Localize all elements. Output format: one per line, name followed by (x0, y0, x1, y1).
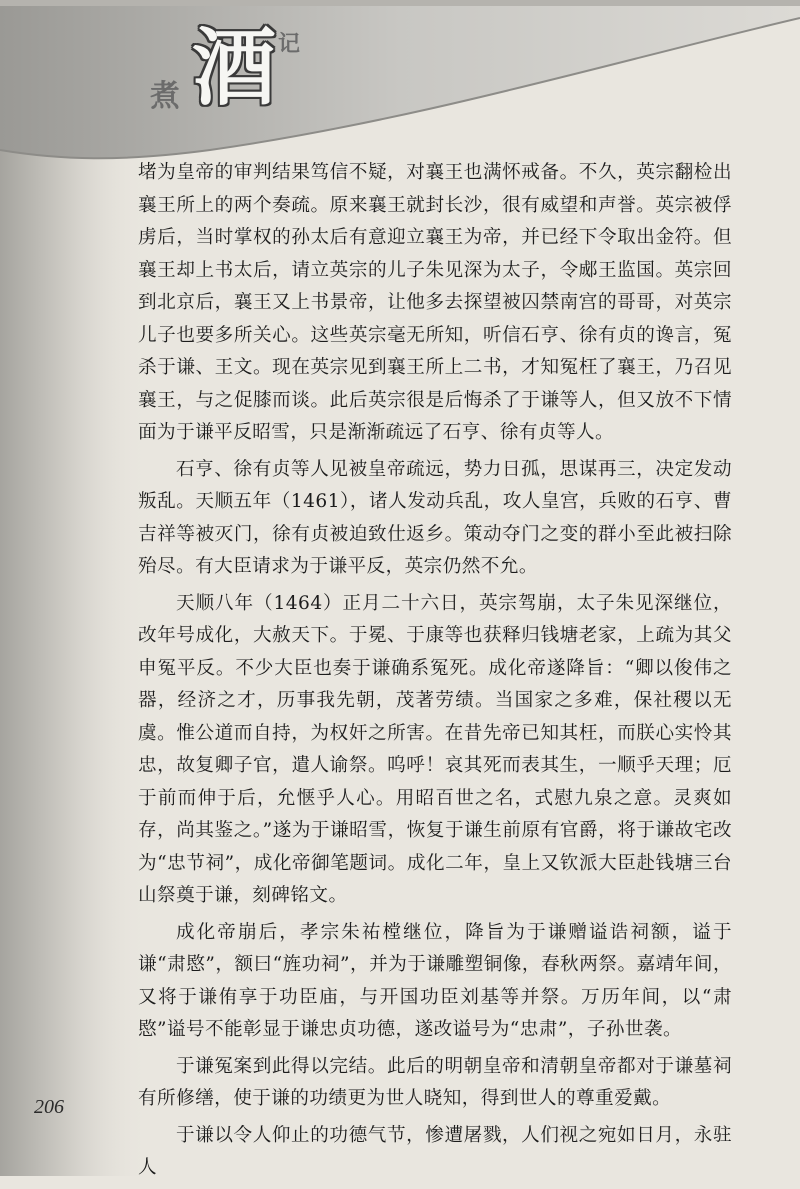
paragraph-4: 成化帝崩后，孝宗朱祐樘继位，降旨为于谦赠谥诰祠额，谥于谦“肃愍”，额曰“旌功祠”，并为于谦雕塑铜像，春秋两祭。嘉靖年间，又将于谦侑享于功臣庙，与开国功臣刘基等并祭。万历年间，以“肃愍”谥号不能彰显于谦忠贞功德，遂改谥号为“忠肃”，子孙世袭。 (138, 921, 732, 1040)
body-text (138, 157, 732, 1189)
book-header-title (150, 18, 350, 132)
paragraph-5: 于谦冤案到此得以完结。此后的明朝皇帝和清朝皇帝都对于谦墓祠有所修缮，使于谦的功绩更为世人晓知，得到世人的尊重爱戴。 (138, 1055, 732, 1109)
paragraph-3: 天顺八年（1464）正月二十六日，英宗驾崩，太子朱见深继位，改年号成化，大赦天下。于冕、于康等也获释归钱塘老家，上疏为其父申冤平反。不少大臣也奏于谦确系冤死。成化帝遂降旨：“卿以俊伟之器，经济之才，历事我先朝，茂著劳绩。当国家之多难，保社稷以无虞。惟公道而自持，为权奸之所害。在昔先帝已知其枉，而朕心实怜其忠，故复卿子官，遣人谕祭。呜呼！哀其死而表其生，一顺乎天理；厄于前而伸于后，允惬乎人心。用昭百世之名，式慰九泉之意。灵爽如存，尚其鉴之。”遂为于谦昭雪，恢复于谦生前原有官爵，将于谦故宅改为“忠节祠”，成化帝御笔题词。成化二年，皇上又钦派大臣赴钱塘三台山祭奠于谦，刻碑铭文。 (138, 592, 732, 906)
paragraph-1: 堵为皇帝的审判结果笃信不疑，对襄王也满怀戒备。不久，英宗翻检出襄王所上的两个奏疏。原来襄王就封长沙，很有威望和声誉。英宗被俘虏后，当时掌权的孙太后有意迎立襄王为帝，并已经下令取出金符。但襄王却上书太后，请立英宗的儿子朱见深为太子，令郕王监国。英宗回到北京后，襄王又上书景帝，让他多去探望被囚禁南宫的哥哥，对英宗儿子也要多所关心。这些英宗毫无所知，听信石亨、徐有贞的谗言，冤杀于谦、王文。现在英宗见到襄王所上二书，才知冤枉了襄王，乃召见襄王，与之促膝而谈。此后英宗很是后悔杀了于谦等人，但又放不下情面为于谦平反昭雪，只是渐渐疏远了石亨、徐有贞等人。 (138, 162, 732, 443)
page-number: 206 (34, 1096, 64, 1118)
header-char-main: 酒 (192, 18, 277, 117)
header-char-right: 记 (278, 31, 301, 57)
paragraph-6: 于谦以令人仰止的功德气节，惨遭屠戮，人们视之宛如日月，永驻人 (138, 1124, 732, 1178)
paragraph-2: 石亨、徐有贞等人见被皇帝疏远，势力日孤，思谋再三，决定发动叛乱。天顺五年（1461），诸人发动兵乱，攻人皇宫，兵败的石亨、曹吉祥等被灭门，徐有贞被迫致仕返乡。策动夺门之变的群小至此被扫除殆尽。有大臣请求为于谦平反，英宗仍然不允。 (138, 458, 732, 577)
header-char-left: 煮 (150, 79, 180, 114)
